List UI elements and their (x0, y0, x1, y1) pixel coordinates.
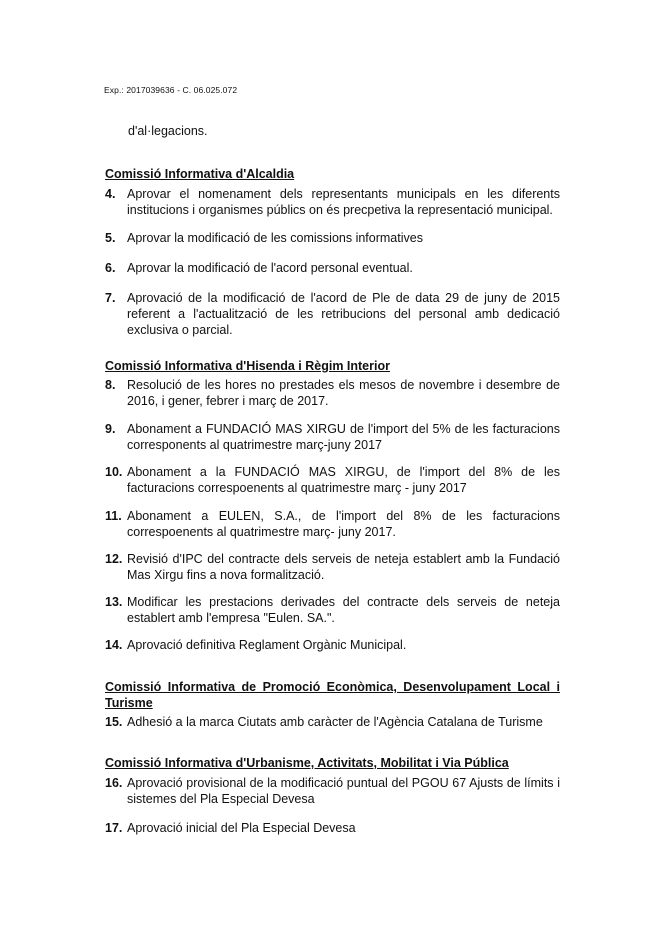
item-text: Aprovació de la modificació de l'acord de Ple de data 29 de juny de 2015 referent a l'actualització de les retribucions del personal amb dedicació exclusiva o parcial. (127, 291, 560, 337)
item-text: Resolució de les hores no prestades els mesos de novembre i desembre de 2016, i gener, febrer i març de 2017. (127, 378, 560, 408)
item-number: 8. (105, 378, 116, 392)
agenda-item (105, 637, 560, 653)
section-heading-hisenda: Comissió Informativa d'Hisenda i Règim Interior (105, 359, 390, 373)
agenda-item (105, 290, 560, 338)
agenda-item (105, 594, 560, 626)
item-text: Aprovar la modificació de les comissions informatives (127, 231, 423, 245)
agenda-item (105, 714, 560, 730)
section-heading-promocio-economica: Comissió Informativa de Promoció Econòmica, Desenvolupament Local i Turisme (105, 680, 560, 710)
agenda-item (105, 377, 560, 409)
item-number: 16. (105, 776, 123, 790)
item-number: 11. (105, 509, 122, 523)
expedient-reference: Exp.: 2017039636 - C. 06.025.072 (104, 85, 238, 95)
item-text: Abonament a EULEN, S.A., de l'import del 8% de les facturacions correspoenents al quatrimestre març- juny 2017. (127, 509, 560, 539)
continued-text: d'al·legacions. (128, 124, 208, 138)
item-number: 9. (105, 422, 116, 436)
agenda-item (105, 230, 560, 246)
agenda-item (105, 260, 560, 276)
agenda-item (105, 421, 560, 453)
item-text: Revisió d'IPC del contracte dels serveis de neteja establert amb la Fundació Mas Xirgu fins a nova formalització. (127, 552, 560, 582)
item-text: Aprovar la modificació de l'acord personal eventual. (127, 261, 413, 275)
agenda-item (105, 508, 560, 540)
agenda-item (105, 186, 560, 218)
item-number: 7. (105, 291, 116, 305)
item-text: Aprovar el nomenament dels representants municipals en les diferents institucions i organismes públics on és precpetiva la representació municipal. (127, 187, 560, 217)
section-heading-alcaldia: Comissió Informativa d'Alcaldia (105, 167, 295, 181)
item-number: 4. (105, 187, 116, 201)
agenda-item (105, 820, 560, 836)
item-text: Aprovació definitiva Reglament Orgànic Municipal. (127, 638, 407, 652)
item-number: 6. (105, 261, 116, 275)
item-number: 5. (105, 231, 116, 245)
item-text: Aprovació provisional de la modificació puntual del PGOU 67 Ajusts de límits i sistemes del Pla Especial Devesa (127, 776, 560, 806)
item-number: 15. (105, 715, 123, 729)
item-text: Aprovació inicial del Pla Especial Devesa (127, 821, 356, 835)
section-heading-urbanisme: Comissió Informativa d'Urbanisme, Activitats, Mobilitat i Via Pública (105, 756, 509, 770)
agenda-item (105, 464, 560, 496)
item-number: 13. (105, 595, 123, 609)
item-text: Abonament a la FUNDACIÓ MAS XIRGU, de l'import del 8% de les facturacions correspoenents al quatrimestre març - juny 2017 (127, 465, 560, 495)
agenda-item (105, 775, 560, 807)
item-text: Abonament a FUNDACIÓ MAS XIRGU de l'import del 5% de les facturacions corresponents al quatrimestre març-juny 2017 (127, 422, 560, 452)
item-number: 10. (105, 465, 123, 479)
item-text: Modificar les prestacions derivades del contracte dels serveis de neteja establert amb l'empresa "Eulen. SA.". (127, 595, 560, 625)
item-number: 12. (105, 552, 123, 566)
agenda-item (105, 551, 560, 583)
item-number: 17. (105, 821, 123, 835)
item-number: 14. (105, 638, 123, 652)
item-text: Adhesió a la marca Ciutats amb caràcter de l'Agència Catalana de Turisme (127, 715, 543, 729)
